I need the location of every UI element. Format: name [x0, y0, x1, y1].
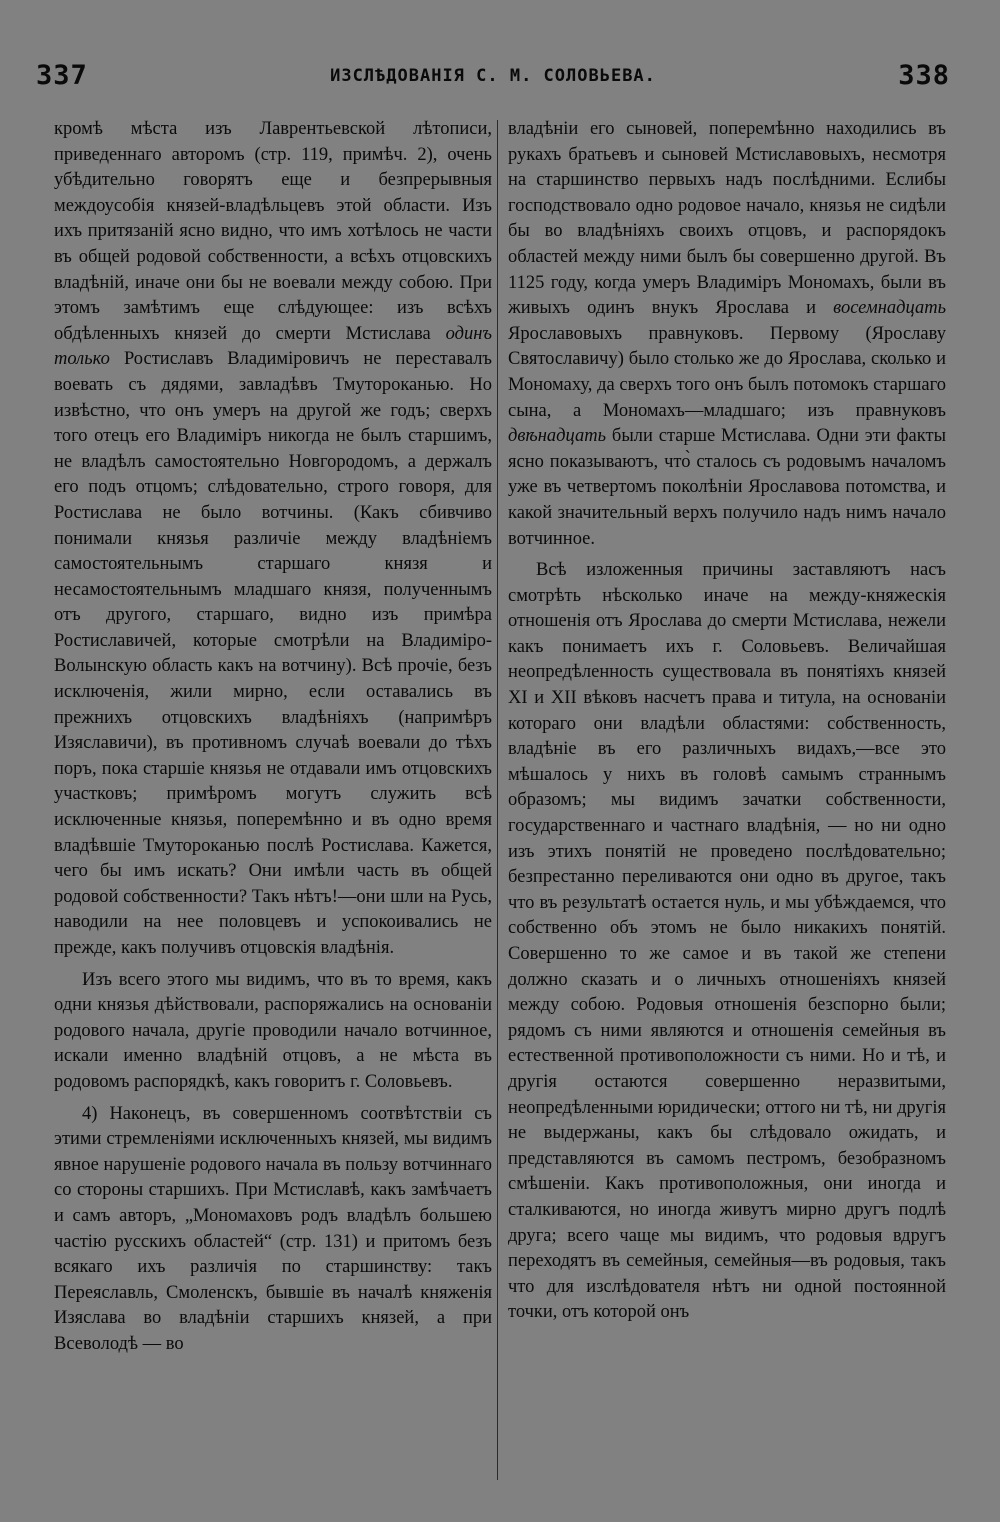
italic-emphasis: одинъ только — [54, 323, 492, 370]
column-divider — [497, 120, 498, 1480]
left-column — [54, 117, 492, 1502]
italic-emphasis: двѣнадцать — [508, 426, 607, 447]
paragraph: владѣніи его сыновей, поперемѣнно находились въ рукахъ братьевъ и сыновей Мстиславовыхъ, несмотря на старшинство первыхъ надъ послѣдними. Еслибы господствовало одно родовое начало, князья не сидѣли бы во владѣніяхъ своихъ отцовъ, и распорядокъ областей между ними былъ бы совершенно другой. Въ 1125 году, когда умеръ Владиміръ Мономахъ, были въ живыхъ одинъ внукъ Ярослава и восемнадцать Ярославовыхъ правнуковъ. Первому (Ярославу Святославичу) было столько же до Ярослава, сколько и Мономаху, да сверхъ того онъ былъ потомокъ старшаго сына, а Мономахъ—младшаго; изъ правнуковъ двѣнадцать были старше Мстислава. Одни эти факты ясно показываютъ, что̀ сталось съ родовымъ началомъ уже въ четвертомъ поколѣніи Ярославова потомства, и какой значительный верхъ получило надъ нимъ начало вотчинное. — [508, 119, 946, 549]
right-page-number: 338 — [898, 60, 950, 91]
italic-emphasis: восемнадцать — [833, 298, 946, 319]
paragraph: Всѣ изложенныя причины заставляютъ насъ смотрѣть нѣсколько иначе на между-княжескія отношенія отъ Ярослава до смерти Мстислава, нежели какъ понимаетъ ихъ г. Соловьевъ. Величайшая неопредѣленность существовала въ понятіяхъ князей XI и XII вѣковъ насчетъ права и титула, на основаніи котораго они владѣли областями: собственность, владѣніе въ его различныхъ видахъ,—все это мѣшалось у нихъ въ головѣ самымъ страннымъ образомъ; мы видимъ зачатки собственности, государственнаго и частнаго владѣнія, — но ни одно изъ этихъ понятій не проведено послѣдовательно; безпрестанно переливаются они одно въ другое, такъ что въ результатѣ остается нуль, и мы убѣждаемся, что собственно объ этомъ не было никакихъ понятій. Совершенно то же самое и въ такой же степени должно сказать и о личныхъ отношеніяхъ князей между собою. Родовыя отношенія безспорно были; рядомъ съ ними являются и отношенія семейныя въ естественной противоположности съ ними. Но и тѣ, и другія остаются совершенно неразвитыми, неопредѣленными юридически; оттого ни тѣ, ни другія не выдержаны, какъ бы слѣдовало ожидать, и представляются въ самомъ пестромъ, безобразномъ смѣшеніи. Какъ противоположныя, они иногда и сталкиваются, но иногда живутъ мирно другъ подлѣ друга; всего чаще мы видимъ, что родовыя вдругъ переходятъ въ семейныя, семейныя—въ родовыя, такъ что для изслѣдователя нѣтъ ни одной постоянной точки, отъ которой онъ — [508, 560, 946, 1323]
paragraph: Изъ всего этого мы видимъ, что въ то время, какъ одни князья дѣйствовали, распоряжались на основаніи родового начала, другіе проводили начало вотчинное, искали именно владѣній отцовъ, а не мѣста въ родовомъ распорядкѣ, какъ говоритъ г. Соловьевъ. — [54, 969, 492, 1092]
page-header — [36, 60, 950, 94]
running-title: ИЗСЛѢДОВАНІЯ С. М. СОЛОВЬЕВА. — [330, 66, 656, 86]
paragraph: кромѣ мѣста изъ Лаврентьевской лѣтописи, приведеннаго авторомъ (стр. 119, примѣч. 2), очень убѣдительно говорятъ еще и безпрерывныя междоусобія князей-владѣльцевъ этой области. Изъ ихъ притязаній ясно видно, что имъ хотѣлось не части въ общей родовой собственности, а всѣхъ отцовскихъ владѣній, иначе они бы не воевали между собою. При этомъ замѣтимъ еще слѣдующее: изъ всѣхъ обдѣленныхъ князей до смерти Мстислава одинъ только Ростиславъ Владиміровичъ не переставалъ воевать съ дядями, завладѣвъ Тмутороканью. Но извѣстно, что онъ умеръ на другой же годъ; сверхъ того отецъ его Владиміръ никогда не былъ старшимъ, не владѣлъ самостоятельно Новгородомъ, а держалъ его подъ отцомъ; слѣдовательно, строго говоря, для Ростислава не было вотчины. (Какъ сбивчиво понимали князья различіе между владѣніемъ самостоятельнымъ старшаго князя и несамостоятельнымъ младшаго князя, полученнымъ отъ другого, старшаго, видно изъ примѣра Ростиславичей, которые смотрѣли на Владиміро-Волынскую область какъ на вотчину). Всѣ прочіе, безъ исключенія, жили мирно, если оставались въ прежнихъ отцовскихъ владѣніяхъ (напримѣръ Изяславичи), въ противномъ случаѣ воевали до тѣхъ поръ, пока старшіе князья не отдавали имъ отцовскихъ участковъ; примѣромъ могутъ служить всѣ исключенные князья, поперемѣнно и въ одно время владѣвшіе Тмутороканью послѣ Ростислава. Кажется, чего бы имъ искать? Они имѣли часть въ общей родовой собственности? Такъ нѣтъ!—они шли на Русь, наводили на нее половцевъ и успокоивались не прежде, какъ получивъ отцовскія владѣнія. — [54, 119, 492, 958]
left-page-number: 337 — [36, 60, 88, 91]
right-column — [508, 117, 946, 1502]
paragraph: 4) Наконецъ, въ совершенномъ соотвѣтствіи съ этими стремленіями исключенныхъ князей, мы видимъ явное нарушеніе родового начала въ пользу вотчиннаго со стороны старшихъ. При Мстиславѣ, какъ замѣчаетъ и самъ авторъ, „Мономаховъ родъ владѣлъ большею частію русскихъ областей“ (стр. 131) и притомъ безъ всякаго ихъ различія по старшинству: такъ Переяславль, Смоленскъ, бывшіе въ началѣ княженія Изяслава во владѣніи старшихъ князей, а при Всеволодѣ — во — [54, 1103, 492, 1354]
